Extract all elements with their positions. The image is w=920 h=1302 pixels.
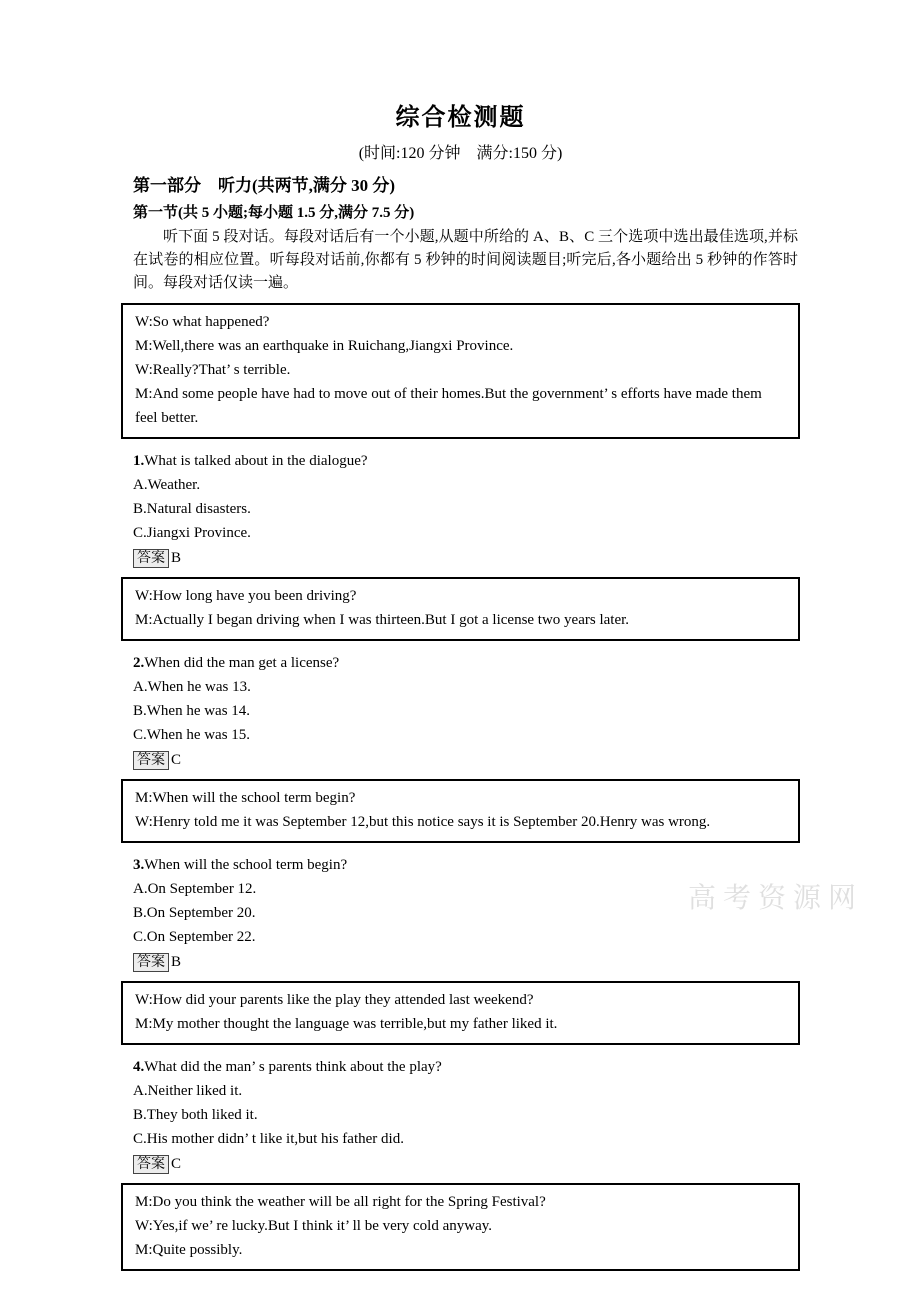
- option-a: A.When he was 13.: [133, 679, 251, 695]
- question-line: [133, 1055, 800, 1079]
- section1-heading: 第一节(共 5 小题;每小题 1.5 分,满分 7.5 分): [133, 205, 415, 221]
- dialogue-line: M:Actually I began driving when I was thirteen.But I got a license two years later.: [135, 612, 630, 628]
- doc-subtitle: (时间:120 分钟 满分:150 分): [358, 145, 563, 162]
- option-c: C.His mother didn’ t like it,but his father did.: [133, 1131, 404, 1147]
- dialogue-line: M:Quite possibly.: [135, 1242, 243, 1258]
- dialogue-box-2: [121, 577, 800, 641]
- dialogue-line: M:Do you think the weather will be all right for the Spring Festival?: [135, 1194, 546, 1210]
- question-1: [121, 449, 800, 569]
- dialogue-box-1: [121, 303, 800, 439]
- option-c: C.On September 22.: [133, 929, 256, 945]
- option-b: B.Natural disasters.: [133, 501, 251, 517]
- option-b: B.When he was 14.: [133, 703, 251, 719]
- option-b: B.On September 20.: [133, 905, 256, 921]
- question-text: When will the school term begin?: [144, 857, 348, 873]
- watermark: 高考资源网: [688, 883, 864, 914]
- dialogue-line: M:Well,there was an earthquake in Ruichang,Jiangxi Province.: [135, 338, 514, 354]
- dialogue-box-4: [121, 981, 800, 1045]
- option-a: A.Weather.: [133, 477, 201, 493]
- exam-content: [121, 0, 800, 1281]
- question-number: 3.: [133, 857, 145, 873]
- question-number: 4.: [133, 1059, 145, 1075]
- answer-label: 答案: [133, 549, 169, 568]
- question-line: [133, 449, 800, 473]
- question-text: What did the man’ s parents think about the play?: [144, 1059, 442, 1075]
- question-line: [133, 853, 800, 877]
- option-c: C.Jiangxi Province.: [133, 525, 251, 541]
- question-text: When did the man get a license?: [144, 655, 340, 671]
- answer-value: B: [171, 954, 182, 970]
- dialogue-box-3: [121, 779, 800, 843]
- answer-value: C: [171, 752, 182, 768]
- question-line: [133, 651, 800, 675]
- dialogue-line: M:And some people have had to move out of their homes.But the government’ s efforts have made them feel better.: [135, 386, 762, 426]
- listening-instructions: 听下面 5 段对话。每段对话后有一个小题,从题中所给的 A、B、C 三个选项中选出最佳选项,并标在试卷的相应位置。听每段对话前,你都有 5 秒钟的时间阅读题目;听完后,各小题给出 5 秒钟的作答时间。每段对话仅读一遍。: [133, 229, 798, 291]
- answer-value: B: [171, 550, 182, 566]
- option-a: A.On September 12.: [133, 881, 257, 897]
- answer-label: 答案: [133, 953, 169, 972]
- dialogue-line: M:My mother thought the language was terrible,but my father liked it.: [135, 1016, 558, 1032]
- doc-title: 综合检测题: [395, 105, 526, 131]
- answer-line: [133, 951, 800, 973]
- question-2: [121, 651, 800, 771]
- answer-label: 答案: [133, 751, 169, 770]
- option-b: B.They both liked it.: [133, 1107, 258, 1123]
- dialogue-line: W:How long have you been driving?: [135, 588, 357, 604]
- option-a: A.Neither liked it.: [133, 1083, 243, 1099]
- question-number: 1.: [133, 453, 145, 469]
- dialogue-line: W:So what happened?: [135, 314, 270, 330]
- question-3: [121, 853, 800, 973]
- answer-label: 答案: [133, 1155, 169, 1174]
- option-c: C.When he was 15.: [133, 727, 251, 743]
- dialogue-line: W:How did your parents like the play they attended last weekend?: [135, 992, 534, 1008]
- dialogue-line: M:When will the school term begin?: [135, 790, 356, 806]
- dialogue-line: W:Henry told me it was September 12,but this notice says it is September 20.Henry was wrong.: [135, 814, 711, 830]
- answer-line: [133, 547, 800, 569]
- dialogue-line: W:Really?That’ s terrible.: [135, 362, 291, 378]
- dialogue-box-5: [121, 1183, 800, 1271]
- part1-heading: 第一部分 听力(共两节,满分 30 分): [133, 176, 396, 195]
- answer-value: C: [171, 1156, 182, 1172]
- answer-line: [133, 1153, 800, 1175]
- question-text: What is talked about in the dialogue?: [144, 453, 368, 469]
- dialogue-line: W:Yes,if we’ re lucky.But I think it’ ll be very cold anyway.: [135, 1218, 492, 1234]
- answer-line: [133, 749, 800, 771]
- question-4: [121, 1055, 800, 1175]
- question-number: 2.: [133, 655, 145, 671]
